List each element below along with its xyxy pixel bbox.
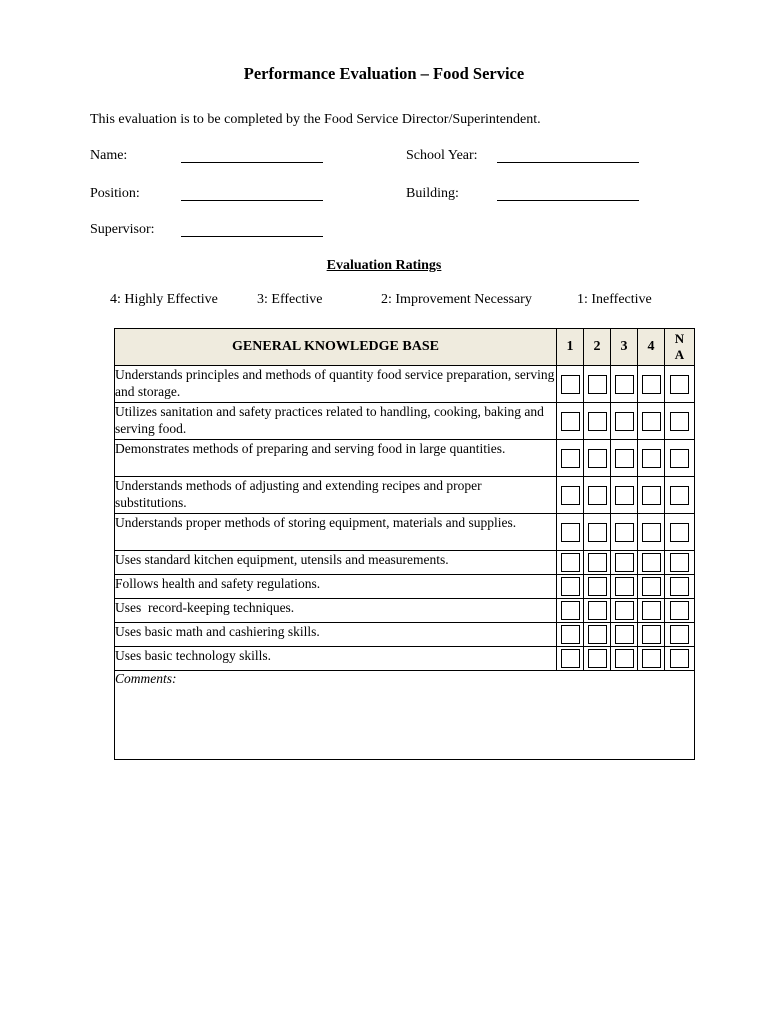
item-text: Demonstrates methods of preparing and serving food in large quantities.	[115, 440, 557, 477]
rating-checkbox-1[interactable]	[561, 375, 580, 394]
table-row	[115, 366, 695, 403]
item-text: Understands proper methods of storing equipment, materials and supplies.	[115, 514, 557, 551]
rating-checkbox-3[interactable]	[615, 601, 634, 620]
rating-checkbox-na[interactable]	[670, 375, 689, 394]
rating-checkbox-1[interactable]	[561, 449, 580, 468]
rating-3: 3: Effective	[257, 292, 323, 307]
rating-checkbox-4[interactable]	[642, 523, 661, 542]
rating-checkbox-2[interactable]	[588, 449, 607, 468]
rating-checkbox-3[interactable]	[615, 523, 634, 542]
table-row	[115, 551, 695, 575]
rating-checkbox-na[interactable]	[670, 412, 689, 431]
item-text: Uses basic math and cashiering skills.	[115, 623, 557, 647]
item-text: Uses basic technology skills.	[115, 647, 557, 671]
building-label: Building:	[406, 186, 459, 201]
rating-checkbox-2[interactable]	[588, 486, 607, 505]
table-row	[115, 599, 695, 623]
column-na-header	[665, 329, 695, 366]
rating-checkbox-4[interactable]	[642, 625, 661, 644]
column-1-header: 1	[557, 329, 584, 366]
rating-checkbox-na[interactable]	[670, 649, 689, 668]
rating-checkbox-na[interactable]	[670, 523, 689, 542]
table-row	[115, 647, 695, 671]
table-row	[115, 514, 695, 551]
column-4-header: 4	[638, 329, 665, 366]
rating-checkbox-1[interactable]	[561, 601, 580, 620]
rating-checkbox-3[interactable]	[615, 577, 634, 596]
rating-checkbox-4[interactable]	[642, 486, 661, 505]
rating-checkbox-3[interactable]	[615, 412, 634, 431]
rating-checkbox-na[interactable]	[670, 625, 689, 644]
rating-checkbox-3[interactable]	[615, 449, 634, 468]
rating-checkbox-2[interactable]	[588, 412, 607, 431]
page-title: Performance Evaluation – Food Service	[243, 64, 525, 83]
rating-checkbox-4[interactable]	[642, 601, 661, 620]
rating-checkbox-4[interactable]	[642, 412, 661, 431]
rating-checkbox-3[interactable]	[615, 649, 634, 668]
name-field[interactable]	[181, 162, 323, 163]
column-na-header-bottom: A	[674, 347, 685, 362]
rating-checkbox-2[interactable]	[588, 625, 607, 644]
item-text: Understands methods of adjusting and extending recipes and proper substitutions.	[115, 477, 557, 514]
rating-checkbox-2[interactable]	[588, 577, 607, 596]
rating-2: 2: Improvement Necessary	[381, 292, 532, 307]
rating-checkbox-3[interactable]	[615, 625, 634, 644]
rating-checkbox-4[interactable]	[642, 375, 661, 394]
position-label: Position:	[90, 186, 140, 201]
ratings-title: Evaluation Ratings	[326, 258, 442, 273]
rating-checkbox-4[interactable]	[642, 649, 661, 668]
school-year-label: School Year:	[406, 148, 478, 163]
rating-checkbox-2[interactable]	[588, 601, 607, 620]
rating-checkbox-2[interactable]	[588, 523, 607, 542]
position-field[interactable]	[181, 200, 323, 201]
rating-1: 1: Ineffective	[577, 292, 652, 307]
comments-row	[115, 671, 695, 760]
item-text: Utilizes sanitation and safety practices related to handling, cooking, baking and serving food.	[115, 403, 557, 440]
table-row	[115, 440, 695, 477]
column-2-header: 2	[584, 329, 611, 366]
table-heading: GENERAL KNOWLEDGE BASE	[115, 329, 557, 366]
rating-checkbox-2[interactable]	[588, 649, 607, 668]
rating-checkbox-4[interactable]	[642, 577, 661, 596]
comments-area[interactable]	[115, 671, 695, 760]
rating-checkbox-4[interactable]	[642, 553, 661, 572]
rating-checkbox-1[interactable]	[561, 625, 580, 644]
column-na-header-top: N	[674, 331, 685, 346]
school-year-field[interactable]	[497, 162, 639, 163]
rating-checkbox-1[interactable]	[561, 649, 580, 668]
rating-checkbox-3[interactable]	[615, 553, 634, 572]
table-row	[115, 403, 695, 440]
table-row	[115, 575, 695, 599]
item-text: Uses standard kitchen equipment, utensils and measurements.	[115, 551, 557, 575]
intro-text: This evaluation is to be completed by the Food Service Director/Superintendent.	[90, 112, 541, 127]
rating-4: 4: Highly Effective	[110, 292, 218, 307]
rating-checkbox-na[interactable]	[670, 449, 689, 468]
rating-checkbox-1[interactable]	[561, 577, 580, 596]
rating-checkbox-na[interactable]	[670, 553, 689, 572]
name-label: Name:	[90, 148, 128, 163]
rating-checkbox-1[interactable]	[561, 523, 580, 542]
rating-checkbox-na[interactable]	[670, 577, 689, 596]
item-text: Understands principles and methods of quantity food service preparation, serving and storage.	[115, 366, 557, 403]
rating-checkbox-2[interactable]	[588, 375, 607, 394]
rating-checkbox-na[interactable]	[670, 601, 689, 620]
rating-checkbox-2[interactable]	[588, 553, 607, 572]
table-row	[115, 477, 695, 514]
building-field[interactable]	[497, 200, 639, 201]
rating-checkbox-1[interactable]	[561, 553, 580, 572]
table-row	[115, 623, 695, 647]
evaluation-table	[114, 328, 695, 760]
rating-checkbox-1[interactable]	[561, 486, 580, 505]
rating-checkbox-na[interactable]	[670, 486, 689, 505]
item-text: Follows health and safety regulations.	[115, 575, 557, 599]
rating-checkbox-3[interactable]	[615, 375, 634, 394]
supervisor-field[interactable]	[181, 236, 323, 237]
rating-checkbox-1[interactable]	[561, 412, 580, 431]
rating-checkbox-3[interactable]	[615, 486, 634, 505]
item-text: Uses record-keeping techniques.	[115, 599, 557, 623]
column-3-header: 3	[611, 329, 638, 366]
supervisor-label: Supervisor:	[90, 222, 155, 237]
comments-label: Comments:	[115, 671, 177, 686]
rating-checkbox-4[interactable]	[642, 449, 661, 468]
